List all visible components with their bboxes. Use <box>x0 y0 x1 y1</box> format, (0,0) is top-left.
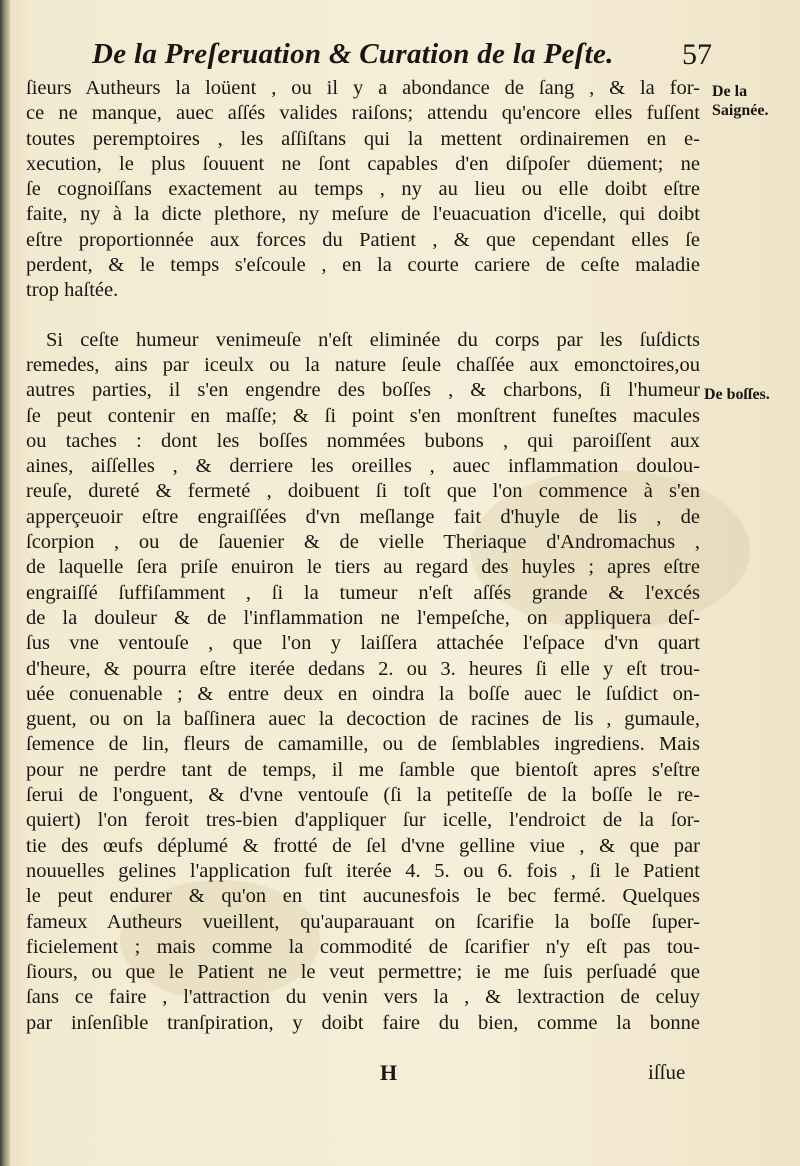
running-title: De la Preſeruation & Curation de la Peſte. <box>92 38 614 70</box>
text-line: ſiours, ou que le Patient ne le veut permettre; ie me ſuis perſuadé que <box>26 961 700 984</box>
text-line: guent, ou on la baſſinera auec la decoction de racines de lis , gumaule, <box>26 708 700 731</box>
text-line: quiert) l'on feroit tres-bien d'appliquer ſur icelle, l'endroict de la ſor- <box>26 809 700 832</box>
text-line: ſemence de lin, fleurs de camamille, ou de ſemblables ingrediens. Mais <box>26 733 700 756</box>
text-line: faite, ny à la dicte plethore, ny meſure de l'euacuation d'icelle, qui doibt <box>26 203 700 226</box>
text-line: ficielement ; mais comme la commodité de ſcarifier n'y eſt pas tou- <box>26 935 700 958</box>
page-header <box>92 38 712 78</box>
text-line: le peut endurer & qu'on en tint aucunesfois le bec fermé. Quelques <box>26 885 700 908</box>
paragraph-gap <box>26 304 700 328</box>
text-line: toutes peremptoires , les aſſiſtans qui la mettent ordinairemen en e- <box>26 127 700 150</box>
text-line: nouuelles gelines l'application fuſt iterée 4. 5. ou 6. fois , ſi le Patient <box>26 859 700 882</box>
signature-mark: H <box>380 1060 398 1085</box>
text-line: apperçeuoir eſtre engraiſſées d'vn meſlange fait d'huyle de lis , de <box>26 505 700 528</box>
binding-gutter <box>0 0 10 1166</box>
text-line: tie des œufs déplumé & frotté de ſel d'vne gelline viue , & que par <box>26 834 700 857</box>
text-line: ou taches : dont les boſſes nommées bubons , qui paroiſſent aux <box>26 429 700 452</box>
page-number: 57 <box>682 38 712 71</box>
text-line: trop haſtée. <box>26 279 119 302</box>
text-line: fameux Autheurs vueillent, qu'auparauant on ſcarifie la boſſe ſuper- <box>26 910 700 933</box>
text-line: ſerui de l'onguent, & d'vne ventouſe (ſi la petiteſſe de la boſſe le re- <box>26 784 700 807</box>
text-line: par inſenſible tranſpiration, y doibt faire du bien, comme la bonne <box>26 1011 700 1034</box>
text-line: remedes, ains par iceulx ou la nature ſeule chaſſée aux emonctoires,ou <box>26 353 700 376</box>
text-body <box>26 76 700 1036</box>
text-line: de laquelle ſera priſe enuiron le tiers au regard des huyles ; apres eſtre <box>26 556 700 579</box>
text-line: aines, aiſſelles , & derriere les oreilles , auec inflammation doulou- <box>26 455 700 478</box>
text-line: Si ceſte humeur venimeuſe n'eſt eliminée du corps par les ſuſdicts <box>46 328 700 351</box>
text-line: ſcorpion , ou de ſauenier & de vielle Theriaque d'Andromachus , <box>26 531 700 554</box>
text-line: ſe peut contenir en maſſe; & ſi point s'en monſtrent funeſtes macules <box>26 404 700 427</box>
text-line: ce ne manque, auec aſſés valides raiſons; attendu qu'encore elles fuſſent <box>26 102 700 125</box>
text-line: autres parties, il s'en engendre des boſſes , & charbons, ſi l'humeur <box>26 379 700 402</box>
text-line: engraiſſé ſuffiſamment , ſi la tumeur n'eſt aſſés grande & l'excés <box>26 581 700 604</box>
margin-note-bosses: De boſſes. <box>704 386 770 403</box>
text-line: ſans ce faire , l'attraction du venin vers la , & lextraction de celuy <box>26 986 700 1009</box>
text-line: perdent, & le temps s'eſcoule , en la courte cariere de ceſte maladie <box>26 254 700 277</box>
text-line: ſe cognoiſſans exactement au temps , ny au lieu ou elle doibt eſtre <box>26 178 700 201</box>
text-line: ſieurs Autheurs la loüent , ou il y a abondance de ſang , & la for- <box>26 77 700 99</box>
text-line: xecution, le plus ſouuent ne ſont capables d'en diſpoſer düement; ne <box>26 152 700 175</box>
text-line: eſtre proportionnée aux forces du Patient , & que cependant elles ſe <box>26 228 700 251</box>
text-line: pour ne perdre tant de temps, il me ſamble que bientoſt apres s'eſtre <box>26 758 700 781</box>
text-line: ſus vne ventouſe , que l'on y laiſſera attachée l'eſpace d'vn quart <box>26 632 700 655</box>
margin-note-saignee: De la Saignée. <box>712 83 769 119</box>
text-line: uée conuenable ; & entre deux en oindra la boſſe auec le ſuſdict on- <box>26 682 700 705</box>
text-line: d'heure, & pourra eſtre iterée dedans 2. ou 3. heures ſi elle y eſt trou- <box>26 657 700 680</box>
catchword: iſſue <box>648 1060 686 1084</box>
text-line: de la douleur & de l'inflammation ne l'empeſche, on appliquera deſ- <box>26 606 700 629</box>
text-line: reuſe, dureté & fermeté , doibuent ſi toſt que l'on commence à s'en <box>26 480 700 503</box>
